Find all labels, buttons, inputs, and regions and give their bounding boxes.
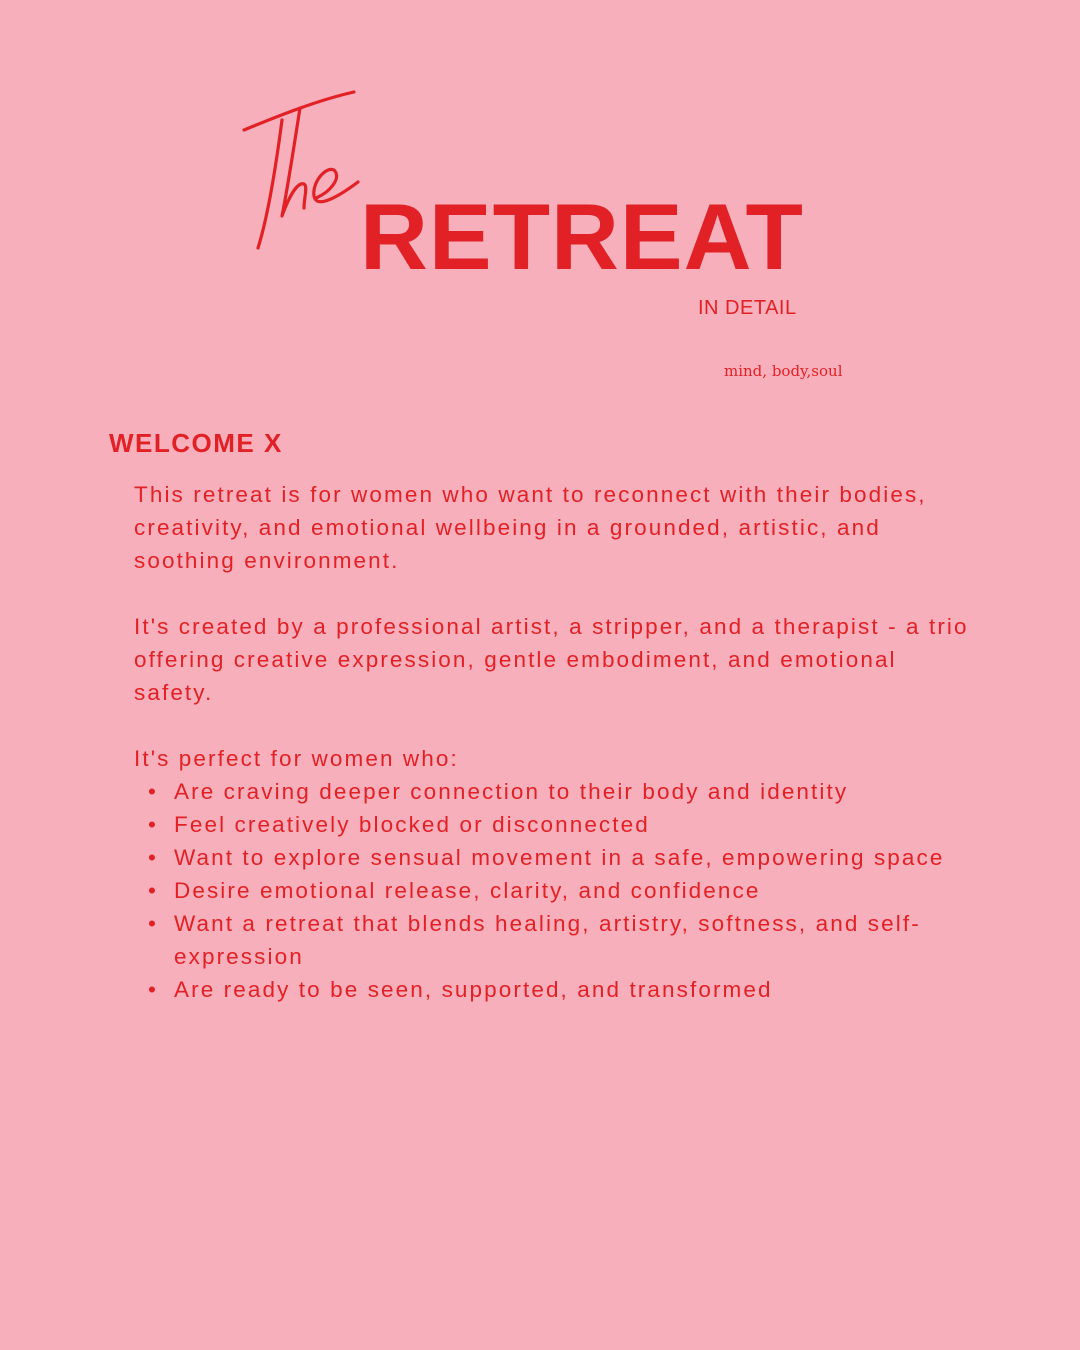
page-title: RETREAT — [360, 184, 804, 289]
list-item: • Are ready to be seen, supported, and transformed — [134, 973, 984, 1006]
section-heading: WELCOME X — [109, 428, 283, 458]
list-item: • Are craving deeper connection to their body and identity — [134, 775, 984, 808]
paragraph-creators: It's created by a professional artist, a stripper, and a therapist - a trio offering creative expression, gentle embodiment, and emotional safety. — [134, 614, 969, 705]
benefits-list — [134, 775, 984, 1006]
body-content — [134, 478, 984, 1006]
list-item: • Feel creatively blocked or disconnected — [134, 808, 984, 841]
the-script-word — [238, 86, 368, 256]
list-item: • Want to explore sensual movement in a safe, empowering space — [134, 841, 984, 874]
list-intro: It's perfect for women who: — [134, 746, 459, 771]
tagline: mind, body,soul — [724, 362, 843, 380]
list-item: • Desire emotional release, clarity, and confidence — [134, 874, 984, 907]
page-subtitle: IN DETAIL — [698, 297, 797, 319]
list-item: • Want a retreat that blends healing, artistry, softness, and self-expression — [134, 907, 984, 973]
paragraph-intro-audience: This retreat is for women who want to reconnect with their bodies, creativity, and emotional wellbeing in a grounded, artistic, and soothing environment. — [134, 482, 927, 573]
